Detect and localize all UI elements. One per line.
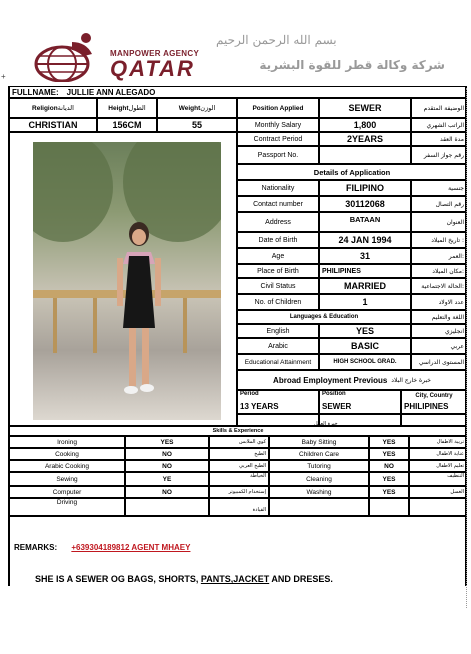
salary-label: Monthly Salary: [237, 118, 319, 132]
religion-label: Religion: [32, 104, 58, 112]
agency-subtitle: MANPOWER AGENCY: [110, 49, 200, 58]
skill-cooking-value: NO: [125, 448, 209, 460]
age-label-ar: العمر:: [411, 248, 467, 264]
address-value: BATAAN: [319, 212, 411, 232]
skill-computer-label: Computer: [9, 486, 125, 498]
skill-computer-ar: إستخدام الكمبيوتر: [209, 486, 269, 498]
globe-logo-icon: [26, 28, 104, 82]
children-value: 1: [319, 294, 411, 310]
civil-label-ar: الحالة الاجتماعية:: [411, 278, 467, 294]
passport-label: Passport No.: [237, 146, 319, 164]
skill-cleaning-label: Cleaning: [269, 472, 369, 486]
move-handle-icon[interactable]: +: [1, 72, 6, 81]
arabic-value: BASIC: [319, 338, 411, 354]
abroad-empty-cell: [401, 414, 467, 426]
skill-empty-cell: [409, 498, 467, 516]
skill-ironing-label: Ironing: [9, 436, 125, 448]
country-label: City, Country: [401, 390, 467, 400]
weight-header: [157, 98, 237, 118]
skill-empty-cell: [269, 498, 369, 516]
religion-value: CHRISTIAN: [9, 118, 97, 132]
skill-cooking-ar: الطبخ: [209, 448, 269, 460]
height-label-ar: الطول: [128, 104, 146, 112]
contact-label: Contact number: [237, 196, 319, 212]
skill-washing-label: Washing: [269, 486, 369, 498]
height-value: 156CM: [97, 118, 157, 132]
pob-label: Place of Birth: [237, 264, 319, 278]
languages-title: Languages & Education: [237, 310, 411, 324]
photo-railing-post: [93, 298, 97, 353]
skills-title-ar: خبرة العمل: [314, 421, 338, 427]
fullname-label: FULLNAME:: [12, 87, 59, 97]
skill-children-care-value: YES: [369, 448, 409, 460]
contract-label: Contract Period: [237, 132, 319, 146]
contact-label-ar: رقم التصال: [411, 196, 467, 212]
agency-title-arabic: شركة وكالة قطر للقوة البشرية: [259, 58, 445, 72]
skill-tutoring-value: NO: [369, 460, 409, 472]
agency-title: QATAR: [110, 56, 195, 81]
skill-tutoring-label: Tutoring: [269, 460, 369, 472]
education-value: HIGH SCHOOL GRAD.: [319, 354, 411, 370]
skill-cleaning-value: YES: [369, 472, 409, 486]
dob-label-ar: تاريخ الميلاد :: [411, 232, 467, 248]
period-label: Period: [237, 390, 319, 400]
applicant-note: [35, 574, 333, 584]
contact-value: 30112068: [319, 196, 411, 212]
fullname-row: [9, 86, 467, 98]
height-header: [97, 98, 157, 118]
skill-sewing-label: Sewing: [9, 472, 125, 486]
skill-baby-sitting-value: YES: [369, 436, 409, 448]
religion-label-ar: الديانة: [57, 104, 74, 112]
skill-driving-ar: القيادة: [209, 498, 269, 516]
height-label: Height: [108, 104, 129, 112]
skills-title: Skills & Experience: [9, 426, 467, 436]
skill-children-care-ar: عناية الاطفال: [409, 448, 467, 460]
abroad-position-label: Position: [319, 390, 401, 400]
fullname-value: JULLIE ANN ALEGADO: [66, 87, 156, 97]
skill-cooking-label: Cooking: [9, 448, 125, 460]
applicant-photo: [33, 142, 221, 420]
skill-children-care-label: Children Care: [269, 448, 369, 460]
skill-arabic-cooking-value: NO: [125, 460, 209, 472]
note-text-1: SHE IS A SEWER OG BAGS, SHORTS,: [35, 574, 201, 584]
skill-baby-sitting-ar: تربية الاطفال: [409, 436, 467, 448]
skill-driving-label: Driving: [9, 498, 125, 516]
pob-label-ar: مكان الميلاد:: [411, 264, 467, 278]
age-label: Age: [237, 248, 319, 264]
page-edge: [466, 88, 471, 608]
weight-label-ar: الوزن: [200, 104, 216, 112]
header: [0, 0, 471, 82]
skill-ironing-ar: كوي الملابس: [209, 436, 269, 448]
skill-driving-value: [125, 498, 209, 516]
country-value: PHILIPINES: [401, 400, 467, 414]
address-label: Address: [237, 212, 319, 232]
nationality-value: FILIPINO: [319, 180, 411, 196]
period-value: 13 YEARS: [237, 400, 319, 414]
address-label-ar: العنوان: [411, 212, 467, 232]
header-calligraphy: بسم الله الرحمن الرحيم: [216, 33, 337, 47]
pob-value: PHILIPINES: [319, 264, 411, 278]
passport-label-ar: رقم جواز السفر: [411, 146, 467, 164]
passport-value: [319, 146, 411, 164]
photo-tree: [33, 142, 113, 242]
education-label-ar: المستوى الدراسي: [411, 354, 467, 370]
skill-arabic-cooking-ar: الطبخ العربي: [209, 460, 269, 472]
english-label: English: [237, 324, 319, 338]
skill-cleaning-ar: التنظيف: [409, 472, 467, 486]
weight-value: 55: [157, 118, 237, 132]
nationality-label: Nationality: [237, 180, 319, 196]
position-label: Position Applied: [237, 98, 319, 118]
remarks-agent-contact[interactable]: +639304189812 AGENT MHAEY: [71, 543, 191, 552]
position-value: SEWER: [319, 98, 411, 118]
civil-label: Civil Status: [237, 278, 319, 294]
application-form: [8, 86, 466, 586]
dob-value: 24 JAN 1994: [319, 232, 411, 248]
civil-value: MARRIED: [319, 278, 411, 294]
photo-railing-post: [53, 298, 57, 353]
dob-label: Date of Birth: [237, 232, 319, 248]
weight-label: Weight: [178, 104, 201, 112]
nationality-label-ar: جنسية: [411, 180, 467, 196]
abroad-title-ar: خبرة خارج البلاد: [391, 376, 431, 384]
abroad-title: [237, 370, 467, 390]
contract-label-ar: مدة العقد: [411, 132, 467, 146]
arabic-label: Arabic: [237, 338, 319, 354]
skill-washing-ar: الغسل: [409, 486, 467, 498]
skill-computer-value: NO: [125, 486, 209, 498]
salary-label-ar: الراتب الشهري: [411, 118, 467, 132]
education-label: Educational Attainment: [237, 354, 319, 370]
remarks-label: REMARKS:: [14, 543, 58, 552]
english-label-ar: انجليزي: [411, 324, 467, 338]
skill-sewing-value: YE: [125, 472, 209, 486]
religion-header: [9, 98, 97, 118]
details-title: Details of Application: [237, 164, 467, 180]
skill-empty-cell: [369, 498, 409, 516]
languages-title-ar: اللغة والتعليم: [411, 310, 467, 324]
english-value: YES: [319, 324, 411, 338]
photo-railing-post: [183, 298, 187, 353]
abroad-empty-cell: [237, 414, 319, 426]
skill-washing-value: YES: [369, 486, 409, 498]
note-text-3: AND DRESES.: [269, 574, 333, 584]
salary-value: 1,800: [319, 118, 411, 132]
children-label-ar: عدد الاولاد: [411, 294, 467, 310]
applicant-portrait: [109, 220, 171, 410]
age-value: 31: [319, 248, 411, 264]
note-text-2: PANTS,JACKET: [200, 574, 270, 584]
skill-baby-sitting-label: Baby Sitting: [269, 436, 369, 448]
arabic-label-ar: عربي: [411, 338, 467, 354]
abroad-position-value: SEWER: [319, 400, 401, 414]
skill-arabic-cooking-label: Arabic Cooking: [9, 460, 125, 472]
skill-ironing-value: YES: [125, 436, 209, 448]
skill-sewing-ar: الخياطة: [209, 472, 269, 486]
skill-tutoring-ar: تعليم الاطفال: [409, 460, 467, 472]
children-label: No. of Children: [237, 294, 319, 310]
remarks: [14, 543, 190, 552]
abroad-title-text: Abroad Employment Previous: [273, 375, 388, 385]
position-label-ar: الوضيفة المتقدم: [411, 98, 467, 118]
contract-value: 2YEARS: [319, 132, 411, 146]
